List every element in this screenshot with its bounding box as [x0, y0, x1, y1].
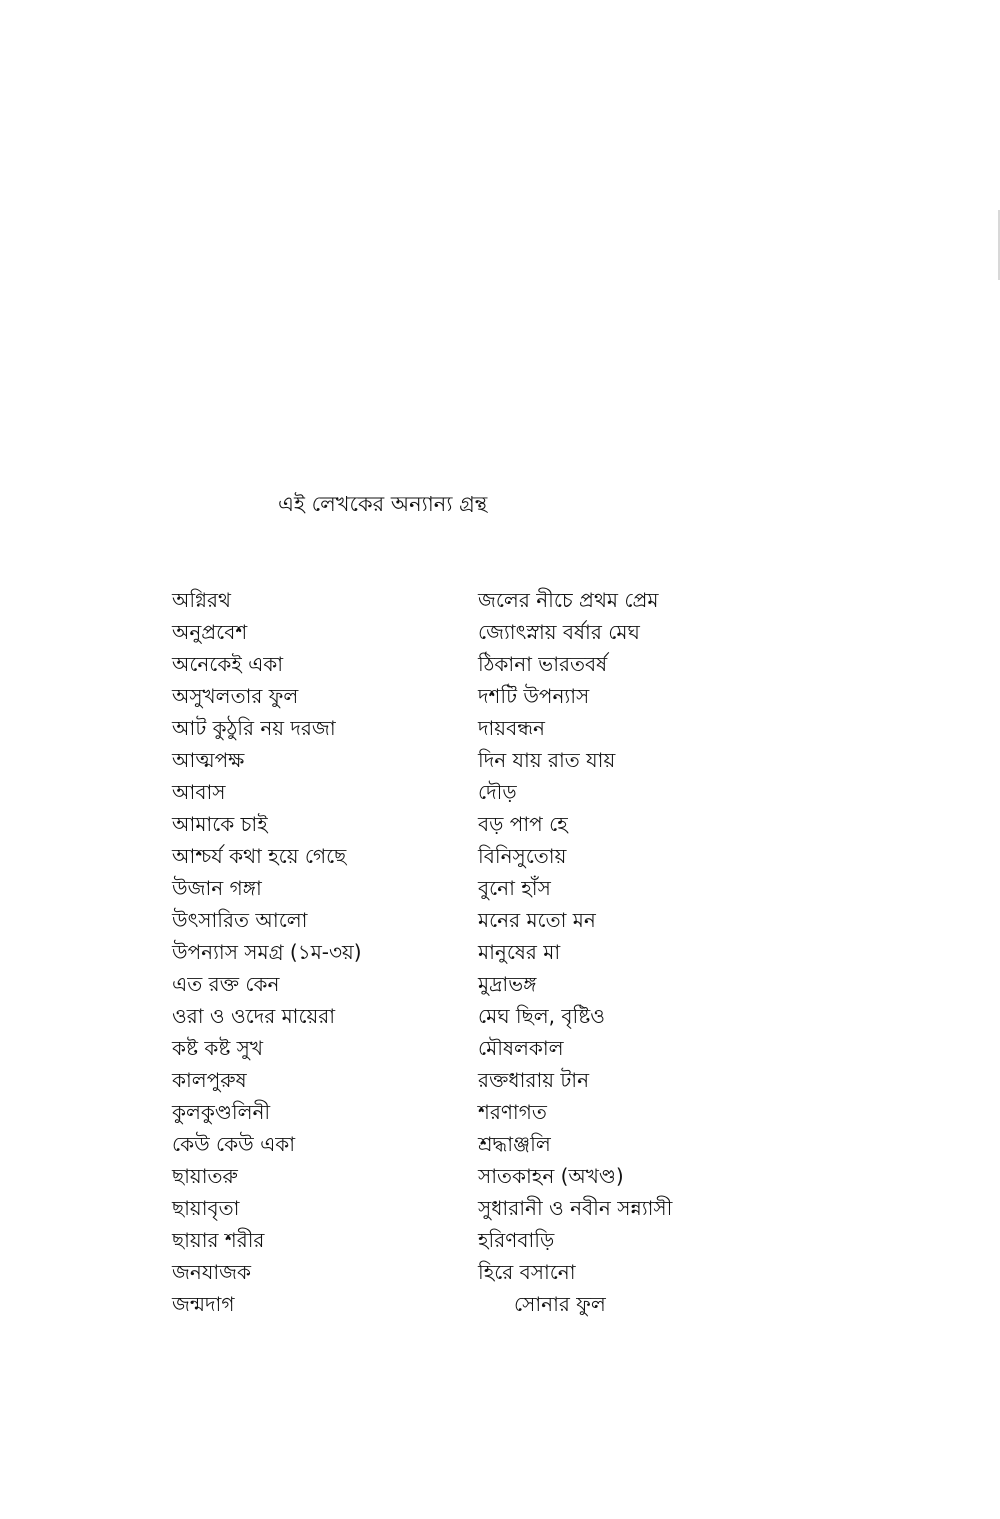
book-title: শ্রদ্ধাঞ্জলি: [478, 1132, 551, 1156]
book-title: রক্তধারায় টান: [478, 1068, 590, 1092]
book-title: ছায়াতরু: [172, 1164, 238, 1188]
book-title: অগ্নিরথ: [172, 588, 232, 612]
book-title: অসুখলতার ফুল: [172, 684, 299, 708]
book-title: মুদ্রাভঙ্গ: [478, 972, 537, 996]
book-title: আত্মপক্ষ: [172, 748, 245, 772]
book-title: দায়বন্ধন: [478, 716, 545, 740]
book-title: জ্যোৎস্নায় বর্ষার মেঘ: [478, 620, 640, 644]
book-title: আবাস: [172, 780, 226, 804]
book-title: শরণাগত: [478, 1100, 547, 1124]
book-title: জন্মদাগ: [172, 1292, 235, 1316]
book-title: মৌষলকাল: [478, 1036, 564, 1060]
book-title: সুধারানী ও নবীন সন্ন্যাসী: [478, 1196, 673, 1220]
book-title: অনেকেই একা: [172, 652, 284, 676]
book-title: জলের নীচে প্রথম প্রেম: [478, 588, 659, 612]
book-title: হিরে বসানো: [478, 1260, 576, 1284]
book-title: উজান গঙ্গা: [172, 876, 262, 900]
book-title: সোনার ফুল: [514, 1292, 606, 1316]
book-title: আশ্চর্য কথা হয়ে গেছে: [172, 844, 347, 868]
book-title: সাতকাহন (অখণ্ড): [478, 1164, 624, 1188]
book-title: বুনো হাঁস: [478, 876, 551, 900]
book-title: কষ্ট কষ্ট সুখ: [172, 1036, 264, 1060]
book-title: কালপুরুষ: [172, 1068, 247, 1092]
book-title: কেউ কেউ একা: [172, 1132, 296, 1156]
book-title: ঠিকানা ভারতবর্ষ: [478, 652, 608, 676]
book-title: মানুষের মা: [478, 940, 561, 964]
book-title: ছায়ার শরীর: [172, 1228, 265, 1252]
book-title: হরিণবাড়ি: [478, 1228, 555, 1252]
book-title: দশটি উপন্যাস: [478, 684, 590, 708]
book-title: বড় পাপ হে: [478, 812, 568, 836]
book-title: উৎসারিত আলো: [172, 908, 308, 932]
book-title: জনযাজক: [172, 1260, 252, 1284]
book-title: কুলকুণ্ডলিনী: [172, 1100, 271, 1124]
book-title: ছায়াবৃতা: [172, 1196, 240, 1220]
book-title: এত রক্ত কেন: [172, 972, 280, 996]
book-list-left: [172, 584, 472, 1320]
page-heading: এই লেখকের অন্যান্য গ্রন্থ: [278, 492, 488, 516]
book-title: ওরা ও ওদের মায়েরা: [172, 1004, 336, 1028]
book-title: বিনিসুতোয়: [478, 844, 567, 868]
book-title: আমাকে চাই: [172, 812, 268, 836]
book-title: মনের মতো মন: [478, 908, 596, 932]
book-title: আট কুঠুরি নয় দরজা: [172, 716, 336, 740]
book-title: অনুপ্রবেশ: [172, 620, 248, 644]
book-list-right: [478, 584, 778, 1320]
book-title: দিন যায় রাত যায়: [478, 748, 616, 772]
book-title: মেঘ ছিল, বৃষ্টিও: [478, 1004, 605, 1028]
book-title: দৌড়: [478, 780, 517, 804]
book-title: উপন্যাস সমগ্র (১ম-৩য়): [172, 940, 362, 964]
